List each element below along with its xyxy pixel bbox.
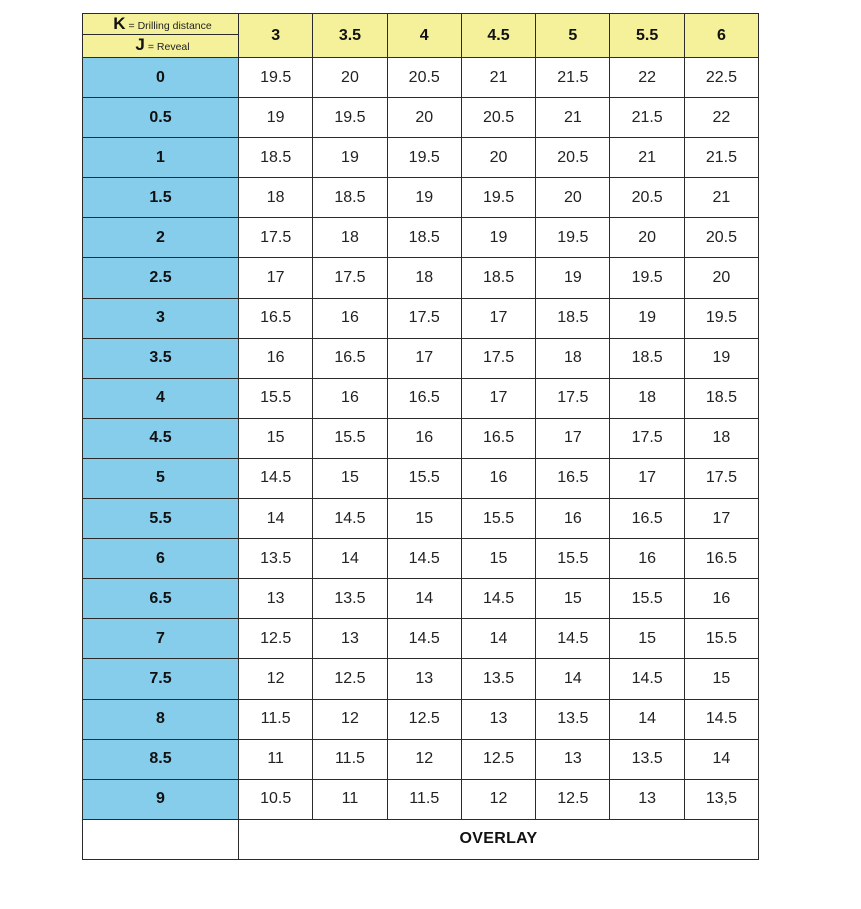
table-cell: 19 — [536, 258, 610, 298]
table-cell: 14.5 — [461, 579, 535, 619]
table-cell: 18 — [610, 378, 684, 418]
table-row — [83, 418, 759, 458]
table-row — [83, 218, 759, 258]
table-cell: 14 — [536, 659, 610, 699]
legend-k-text: = Drilling distance — [128, 20, 212, 32]
table-cell: 12.5 — [536, 779, 610, 819]
table-cell: 14.5 — [313, 499, 387, 539]
table-cell: 18 — [313, 218, 387, 258]
table-cell: 12.5 — [387, 699, 461, 739]
table-cell: 15 — [461, 539, 535, 579]
table-row — [83, 258, 759, 298]
table-cell: 22.5 — [684, 58, 758, 98]
table-row — [83, 539, 759, 579]
table-cell: 11 — [239, 739, 313, 779]
table-cell: 13 — [610, 779, 684, 819]
table-cell: 10.5 — [239, 779, 313, 819]
table-row — [83, 98, 759, 138]
table-cell: 18 — [684, 418, 758, 458]
table-cell: 19.5 — [387, 138, 461, 178]
table-cell: 16 — [610, 539, 684, 579]
table-row — [83, 499, 759, 539]
table-cell: 20 — [313, 58, 387, 98]
row-header: 3.5 — [83, 338, 239, 378]
table-cell: 13 — [536, 739, 610, 779]
table-cell: 18 — [387, 258, 461, 298]
table-body — [83, 58, 759, 820]
footer-label: OVERLAY — [239, 819, 759, 859]
column-header: 6 — [684, 14, 758, 58]
table-cell: 20 — [684, 258, 758, 298]
table-cell: 16 — [239, 338, 313, 378]
table-cell: 13 — [313, 619, 387, 659]
table-cell: 19.5 — [313, 98, 387, 138]
table-cell: 14 — [610, 699, 684, 739]
table-cell: 14 — [239, 499, 313, 539]
table-cell: 13.5 — [536, 699, 610, 739]
table-cell: 17 — [684, 499, 758, 539]
footer-blank-cell — [83, 819, 239, 859]
table-cell: 21 — [610, 138, 684, 178]
table-cell: 15 — [684, 659, 758, 699]
table-cell: 17 — [461, 378, 535, 418]
table-cell: 18.5 — [536, 298, 610, 338]
table-cell: 15.5 — [313, 418, 387, 458]
table-cell: 15 — [536, 579, 610, 619]
table-cell: 15.5 — [387, 458, 461, 498]
table-cell: 17 — [536, 418, 610, 458]
table-cell: 19 — [387, 178, 461, 218]
row-header: 2 — [83, 218, 239, 258]
row-header: 8 — [83, 699, 239, 739]
row-header: 5 — [83, 458, 239, 498]
legend-k-letter: K — [113, 14, 126, 33]
table-cell: 20.5 — [461, 98, 535, 138]
column-header: 5 — [536, 14, 610, 58]
table-row — [83, 619, 759, 659]
table-cell: 14.5 — [387, 619, 461, 659]
table-cell: 15.5 — [610, 579, 684, 619]
legend-j-letter: J — [135, 35, 145, 54]
header-row — [83, 14, 759, 58]
row-header: 1.5 — [83, 178, 239, 218]
table-cell: 19.5 — [536, 218, 610, 258]
row-header: 6 — [83, 539, 239, 579]
row-header: 6.5 — [83, 579, 239, 619]
table-cell: 17 — [610, 458, 684, 498]
table-cell: 14.5 — [239, 458, 313, 498]
table-cell: 19.5 — [239, 58, 313, 98]
table-row — [83, 378, 759, 418]
table-cell: 19.5 — [610, 258, 684, 298]
table-cell: 16.5 — [313, 338, 387, 378]
table-cell: 13.5 — [461, 659, 535, 699]
table-cell: 19 — [239, 98, 313, 138]
table-cell: 17.5 — [239, 218, 313, 258]
table-cell: 13 — [387, 659, 461, 699]
column-header: 5.5 — [610, 14, 684, 58]
table-cell: 12 — [239, 659, 313, 699]
row-header: 4.5 — [83, 418, 239, 458]
table-cell: 13.5 — [610, 739, 684, 779]
table-cell: 13 — [239, 579, 313, 619]
table-cell: 13.5 — [239, 539, 313, 579]
table-row — [83, 298, 759, 338]
row-header: 4 — [83, 378, 239, 418]
footer-row — [83, 819, 759, 859]
table-cell: 16.5 — [387, 378, 461, 418]
table-cell: 16 — [461, 458, 535, 498]
row-header: 7.5 — [83, 659, 239, 699]
table-cell: 16 — [684, 579, 758, 619]
table-row — [83, 338, 759, 378]
table-cell: 21 — [536, 98, 610, 138]
table-cell: 18 — [239, 178, 313, 218]
table-cell: 17 — [239, 258, 313, 298]
table-cell: 17.5 — [313, 258, 387, 298]
table-cell: 20 — [610, 218, 684, 258]
table-cell: 14 — [461, 619, 535, 659]
overlay-table — [82, 13, 759, 860]
table-row — [83, 779, 759, 819]
table-cell: 11 — [313, 779, 387, 819]
table-cell: 20.5 — [610, 178, 684, 218]
legend-k — [83, 14, 238, 35]
table-cell: 21 — [684, 178, 758, 218]
row-header: 2.5 — [83, 258, 239, 298]
row-header: 1 — [83, 138, 239, 178]
table-cell: 11.5 — [387, 779, 461, 819]
table-cell: 15 — [387, 499, 461, 539]
table-cell: 16.5 — [684, 539, 758, 579]
table-cell: 19 — [461, 218, 535, 258]
table-cell: 16.5 — [461, 418, 535, 458]
table-cell: 12.5 — [313, 659, 387, 699]
table-cell: 21 — [461, 58, 535, 98]
row-header: 5.5 — [83, 499, 239, 539]
table-cell: 14.5 — [610, 659, 684, 699]
table-row — [83, 58, 759, 98]
table-cell: 12 — [461, 779, 535, 819]
table-cell: 15.5 — [461, 499, 535, 539]
table-row — [83, 458, 759, 498]
table-cell: 16 — [536, 499, 610, 539]
table-cell: 14.5 — [684, 699, 758, 739]
table-cell: 16 — [387, 418, 461, 458]
legend-j — [83, 35, 238, 57]
table-cell: 13 — [461, 699, 535, 739]
table-cell: 15.5 — [684, 619, 758, 659]
column-header: 3 — [239, 14, 313, 58]
table-row — [83, 739, 759, 779]
table-cell: 18.5 — [313, 178, 387, 218]
table-cell: 21.5 — [610, 98, 684, 138]
table-cell: 12.5 — [239, 619, 313, 659]
table-cell: 15 — [313, 458, 387, 498]
row-header: 3 — [83, 298, 239, 338]
row-header: 7 — [83, 619, 239, 659]
table-cell: 21.5 — [536, 58, 610, 98]
table-cell: 17.5 — [684, 458, 758, 498]
table-row — [83, 579, 759, 619]
table-cell: 12.5 — [461, 739, 535, 779]
table-cell: 18.5 — [610, 338, 684, 378]
table-cell: 22 — [684, 98, 758, 138]
table-row — [83, 699, 759, 739]
table-cell: 15.5 — [536, 539, 610, 579]
table-cell: 15 — [610, 619, 684, 659]
table-cell: 22 — [610, 58, 684, 98]
table-cell: 20 — [461, 138, 535, 178]
table-cell: 19.5 — [461, 178, 535, 218]
table-cell: 16.5 — [610, 499, 684, 539]
table-cell: 20 — [387, 98, 461, 138]
legend-cell — [83, 14, 239, 58]
table-cell: 17.5 — [387, 298, 461, 338]
table-cell: 19 — [684, 338, 758, 378]
column-header: 3.5 — [313, 14, 387, 58]
table-cell: 20.5 — [536, 138, 610, 178]
row-header: 9 — [83, 779, 239, 819]
table-cell: 16 — [313, 378, 387, 418]
table-cell: 19.5 — [684, 298, 758, 338]
row-header: 8.5 — [83, 739, 239, 779]
table-cell: 16.5 — [536, 458, 610, 498]
table-cell: 14.5 — [536, 619, 610, 659]
row-header: 0 — [83, 58, 239, 98]
table-cell: 18.5 — [684, 378, 758, 418]
table-cell: 20 — [536, 178, 610, 218]
table-cell: 14.5 — [387, 539, 461, 579]
table-cell: 11.5 — [239, 699, 313, 739]
column-header: 4.5 — [461, 14, 535, 58]
table-cell: 13,5 — [684, 779, 758, 819]
table-cell: 12 — [313, 699, 387, 739]
table-cell: 11.5 — [313, 739, 387, 779]
table-cell: 18 — [536, 338, 610, 378]
table-row — [83, 138, 759, 178]
table-cell: 17 — [387, 338, 461, 378]
table-cell: 13.5 — [313, 579, 387, 619]
table-cell: 19 — [313, 138, 387, 178]
table-cell: 14 — [387, 579, 461, 619]
table-cell: 14 — [684, 739, 758, 779]
table-cell: 17.5 — [461, 338, 535, 378]
table-cell: 20.5 — [684, 218, 758, 258]
table-cell: 16.5 — [239, 298, 313, 338]
table-cell: 18.5 — [239, 138, 313, 178]
table-cell: 14 — [313, 539, 387, 579]
table-row — [83, 659, 759, 699]
table-cell: 15.5 — [239, 378, 313, 418]
row-header: 0.5 — [83, 98, 239, 138]
table-cell: 20.5 — [387, 58, 461, 98]
table-cell: 17 — [461, 298, 535, 338]
legend-j-text: = Reveal — [147, 41, 190, 53]
table-cell: 18.5 — [387, 218, 461, 258]
column-header: 4 — [387, 14, 461, 58]
table-cell: 18.5 — [461, 258, 535, 298]
table-cell: 16 — [313, 298, 387, 338]
table-cell: 17.5 — [536, 378, 610, 418]
table-row — [83, 178, 759, 218]
table-cell: 15 — [239, 418, 313, 458]
table-cell: 19 — [610, 298, 684, 338]
table-cell: 17.5 — [610, 418, 684, 458]
table-cell: 12 — [387, 739, 461, 779]
table-cell: 21.5 — [684, 138, 758, 178]
